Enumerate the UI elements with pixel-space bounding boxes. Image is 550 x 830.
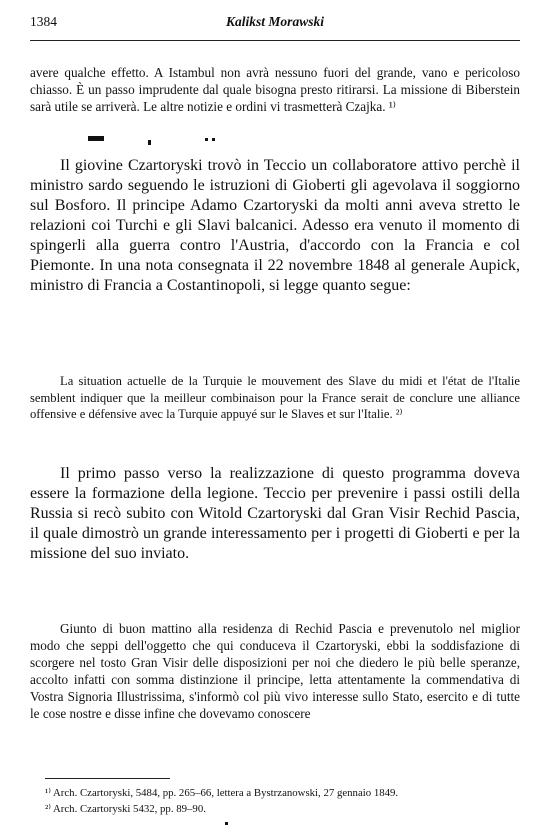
page-number: 1384	[30, 14, 57, 29]
footnote-2: ²⁾ Arch. Czartoryski 5432, pp. 89–90.	[45, 803, 206, 815]
paragraph-1: avere qualche effetto. A Istambul non avrà nessuno fuori del grande, vano e pericoloso chiasso. È un passo imprudente dal quale bisogna presto ritirarsi. La missione di Biberstein sarà utile se arriverà. Le altre notizie e ordini vi trasmetterà Czajka. ¹⁾	[30, 65, 520, 114]
ink-mark	[212, 138, 215, 141]
paragraph-3: Il primo passo verso la realizzazione di questo programma doveva essere la formazione della legione. Teccio per prevenire i passi ostili della Russia si recò subito con Witold Czartoryski dal Gran Visir Rechid Pascia, il quale dimostrò un grande interessamento per i progetti di Gioberti e per la missione del suo inviato.	[30, 465, 520, 562]
paragraph-2: Il giovine Czartoryski trovò in Teccio un collaboratore attivo perchè il ministro sardo seguendo le istruzioni di Gioberti gli agevolava il soggiorno sul Bosforo. Il principe Adamo Czartoryski da molti anni aveva stretto le relazioni coi Turchi e gli Slavi balcanici. Adesso era venuto il momento di spingerli alla guerra contro l'Austria, d'accordo con la Francia e col Piemonte. In una nota consegnata il 22 novembre 1848 al generale Aupick, ministro di Francia a Costantinopoli, si legge quanto segue:	[30, 157, 520, 294]
ink-mark	[225, 822, 228, 825]
ink-mark	[205, 138, 208, 141]
paragraph-4: Giunto di buon mattino alla residenza di Rechid Pascia e prevenutolo nel miglior modo che seppi dell'oggetto che qui conduceva il Czartoryski, ebbi la soddisfazione di scorgere nel tosto Gran Visir delle disposizioni per noi che diedero le più belle speranze, accolto infatti con somma distinzione il principe, letta attentamente la commendativa di Vostra Signoria Illustrissima, s'informò col più vivo interesse sullo Stato, esercito e di tutte le cose nostre e disse infine che dovevamo conoscere	[30, 621, 520, 721]
header-rule	[30, 40, 520, 41]
block-quote: La situation actuelle de la Turquie le mouvement des Slave du midi et l'état de l'Italie semblent indiquer que la meilleur combinaison pour la France serait de conclure une alliance offensive e défensive avec la Turquie appuyé sur le Slaves et sur l'Italie. ²⁾	[30, 374, 520, 421]
footnote-rule	[45, 778, 170, 779]
ink-mark	[148, 140, 151, 145]
footnote-1: ¹⁾ Arch. Czartoryski, 5484, pp. 265–66, lettera a Bystrzanowski, 27 gennaio 1849.	[45, 787, 399, 799]
ink-mark	[88, 136, 104, 141]
page-header	[30, 14, 520, 36]
running-title: Kalikst Morawski	[226, 14, 324, 29]
